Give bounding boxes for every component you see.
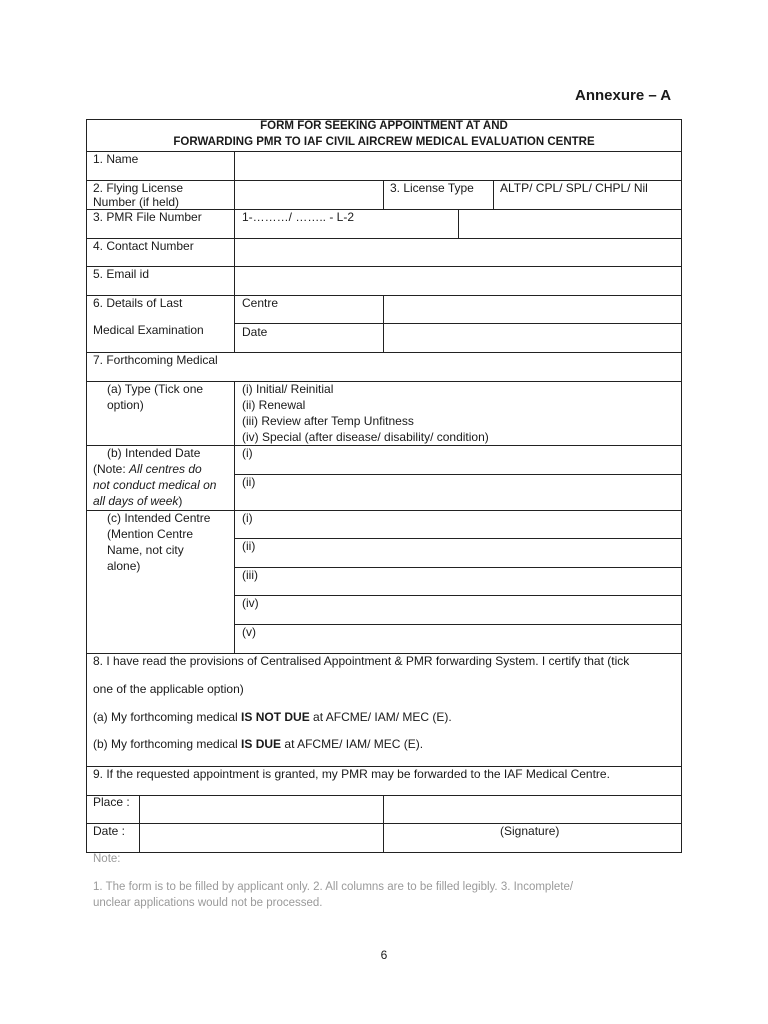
flying-license-field[interactable] [235,181,383,209]
col-divider [383,795,384,853]
email-label: 5. Email id [93,267,150,281]
intended-date-label: (b) Intended Date [107,446,201,460]
type-option[interactable]: (iii) Review after Temp Unfitness [242,414,414,428]
contact-label: 4. Contact Number [93,239,194,253]
contact-field[interactable] [235,239,681,266]
intended-date-note-line2: not conduct medical on [93,478,217,492]
row-divider [234,538,682,539]
signature-label: (Signature) [500,824,560,838]
note-label: Note: [93,853,121,865]
intended-centre-label: (c) Intended Centre [107,511,211,525]
place-label: Place : [93,795,130,809]
last-exam-label-2: Medical Examination [93,323,204,337]
last-exam-label: 6. Details of Last [93,296,183,310]
flying-license-label: 2. Flying License [93,181,184,195]
note-text-2: unclear applications would not be processed. [93,897,323,909]
license-type-options[interactable]: ALTP/ CPL/ SPL/ CHPL/ Nil [500,181,648,195]
consent-text: 9. If the requested appointment is granted, my PMR may be forwarded to the IAF Medical Centre. [93,767,610,781]
form-title-line1: FORM FOR SEEKING APPOINTMENT AT AND [260,120,508,132]
intended-date-note-line1: (Note: All centres do [93,462,202,476]
intended-centre-label-4: alone) [107,559,141,573]
note-text: 1. The form is to be filled by applicant only. 2. All columns are to be filled legibly. 3. Incomplete/ [93,881,574,893]
date-label: Date [242,325,268,339]
row-divider [234,567,682,568]
name-field[interactable] [235,152,681,180]
row-divider [234,474,682,475]
col-divider [383,180,384,209]
date-signed-label: Date : [93,824,126,838]
row-divider [234,595,682,596]
place-field[interactable] [140,796,383,823]
type-option[interactable]: (i) Initial/ Reinitial [242,382,334,396]
last-exam-date-field[interactable] [384,324,681,352]
type-option[interactable]: (iv) Special (after disease/ disability/ condition) [242,430,489,444]
pmr-file-format[interactable]: 1-………/ …….. - L-2 [242,210,355,224]
intended-centre-label-2: (Mention Centre [107,527,194,541]
forthcoming-label: 7. Forthcoming Medical [93,353,218,367]
email-field[interactable] [235,267,681,295]
type-label: (a) Type (Tick one [107,382,204,396]
annexure-label: Annexure – A [575,87,672,104]
centre-label: Centre [242,296,279,310]
intended-date-option[interactable]: (ii) [242,475,256,489]
declaration-text: 8. I have read the provisions of Centralised Appointment & PMR forwarding System. I certify that (tick [93,654,630,668]
form-title-line2: FORWARDING PMR TO IAF CIVIL AIRCREW MEDICAL EVALUATION CENTRE [173,136,595,148]
declaration-text-2: one of the applicable option) [93,682,244,696]
type-option[interactable]: (ii) Renewal [242,398,306,412]
declaration-option-b[interactable]: (b) My forthcoming medical IS DUE at AFCME/ IAM/ MEC (E). [93,737,424,751]
intended-centre-option[interactable]: (iv) [242,596,259,610]
license-type-label: 3. License Type [390,181,474,195]
col-divider [234,381,235,653]
last-exam-centre-field[interactable] [384,296,681,323]
col-divider [493,180,494,209]
appointment-form [86,119,682,853]
intended-centre-option[interactable]: (iii) [242,568,258,582]
name-label: 1. Name [93,152,139,166]
pmr-file-label: 3. PMR File Number [93,210,202,224]
intended-date-note-line3: all days of week) [93,494,183,508]
border-bottom [86,852,682,853]
pmr-file-field[interactable] [459,210,681,238]
page-number: 6 [380,948,388,962]
intended-date-option[interactable]: (i) [242,446,253,460]
type-label-2: option) [107,398,144,412]
row-divider [234,624,682,625]
date-signed-field[interactable] [140,824,383,852]
flying-license-label-2: Number (if held) [93,195,180,209]
intended-centre-option[interactable]: (ii) [242,539,256,553]
intended-centre-label-3: Name, not city [107,543,184,557]
declaration-option-a[interactable]: (a) My forthcoming medical IS NOT DUE at AFCME/ IAM/ MEC (E). [93,710,452,724]
border-left [86,119,87,853]
border-right [681,119,682,853]
intended-centre-option[interactable]: (i) [242,511,253,525]
intended-centre-option[interactable]: (v) [242,625,256,639]
